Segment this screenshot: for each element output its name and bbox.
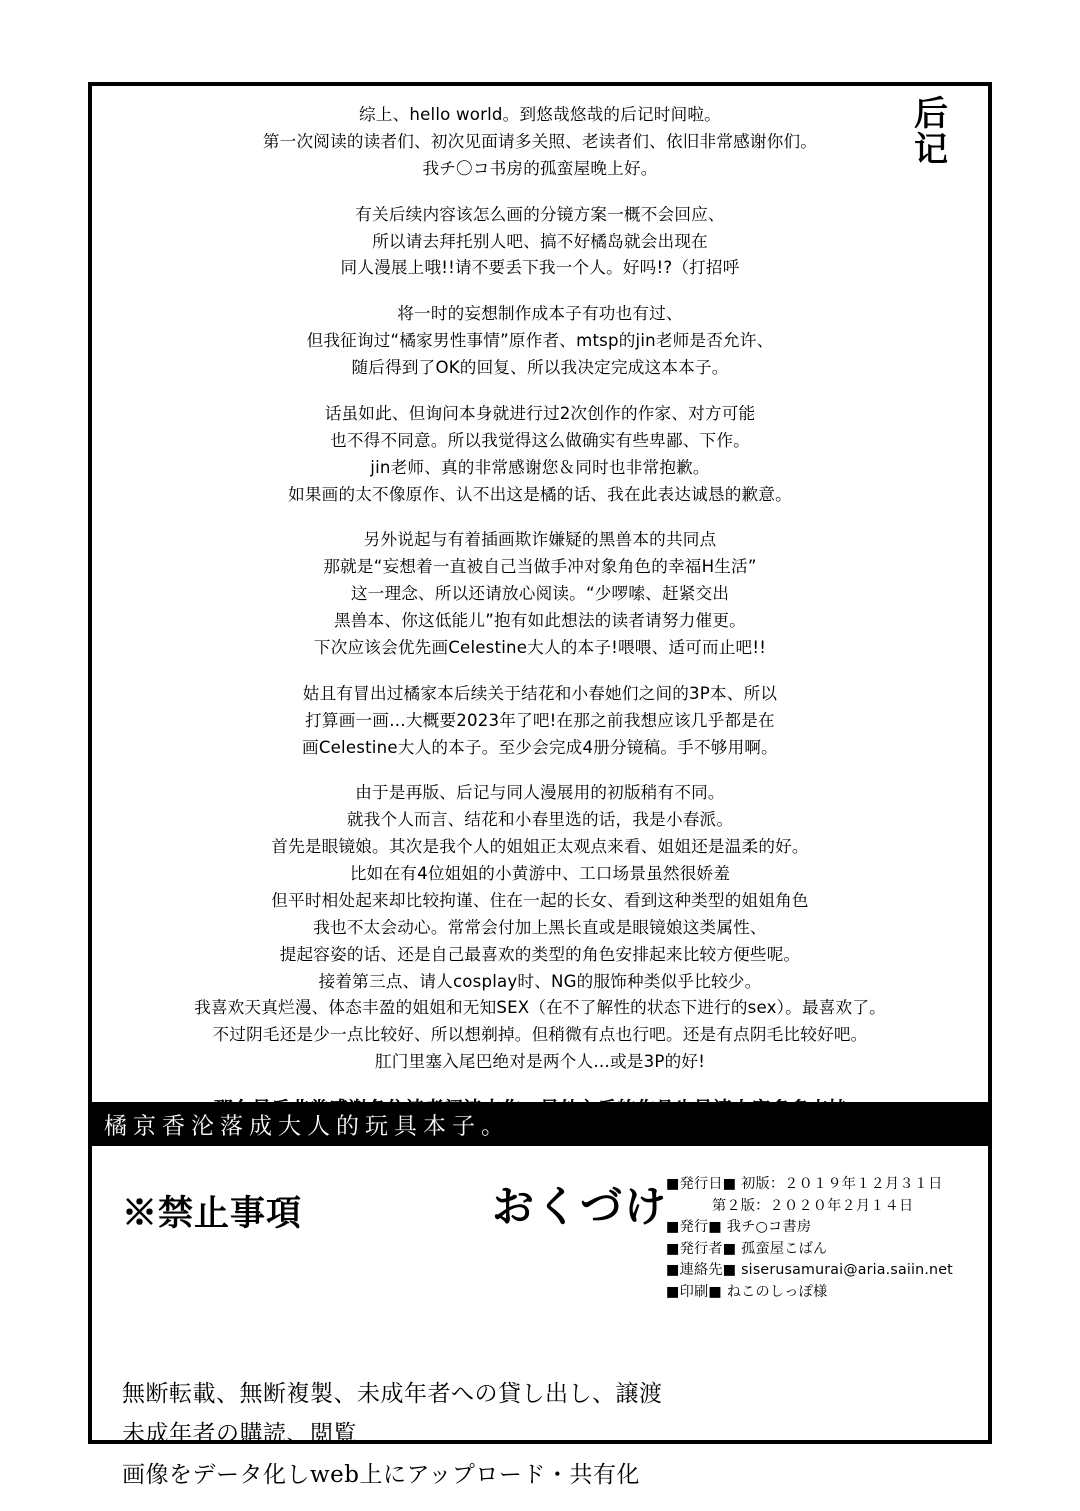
prohibited-items-list (122, 1374, 663, 1495)
afterword-line: 下次应该会优先画Celestine大人的本子!喂喂、适可而止吧!! (313, 637, 767, 657)
afterword-paragraph (118, 401, 962, 509)
afterword-line: 这一理念、所以还请放心阅读。“少啰嗦、赶紧交出 (350, 584, 730, 604)
afterword-paragraph (118, 681, 962, 762)
colophon-section (92, 1146, 988, 1488)
afterword-line: 话虽如此、但询问本身就进行过2次创作的作家、对方可能 (324, 403, 756, 423)
handwritten-title: 橘京香沦落成大人的玩具本子。 (104, 1113, 510, 1140)
afterword-mark-char-1: 后 (914, 94, 948, 134)
afterword-paragraph (118, 780, 962, 1076)
prohibited-item: 画像をデータ化しweb上にアップロード・共有化 (122, 1461, 640, 1488)
afterword-line: 不过阴毛还是少一点比较好、所以想剃掉。但稍微有点也行吧。还是有点阴毛比较好吧。 (212, 1025, 868, 1045)
prohibited-item: 無断転載、無断複製、未成年者への貸し出し、譲渡 (122, 1381, 663, 1407)
afterword-paragraph (118, 527, 962, 661)
afterword-line: 姑且有冒出过橘家本后续关于结花和小春她们之间的3P本、所以 (302, 683, 778, 703)
afterword-line: 所以请去拜托别人吧、搞不好橘岛就会出现在 (372, 231, 708, 251)
afterword-line: 综上、hello world。到悠哉悠哉的后记时间啦。 (359, 105, 721, 124)
afterword-line: 画Celestine大人的本子。至少会完成4册分镜稿。手不够用啊。 (302, 737, 778, 757)
afterword-line: 打算画一画…大概要2023年了吧!在那之前我想应该几乎都是在 (305, 710, 775, 730)
afterword-line: 黑兽本、你这低能儿”抱有如此想法的读者请努力催更。 (334, 611, 746, 630)
colophon-header (114, 1160, 966, 1310)
afterword-line: 我チ〇コ书房的孤蛮屋晚上好。 (422, 158, 658, 178)
afterword-line: 有关后续内容该怎么画的分镜方案一概不会回应、 (355, 204, 725, 224)
afterword-line: 如果画的太不像原作、认不出这是橘的话、我在此表达诚恳的歉意。 (288, 484, 792, 504)
afterword-line: jin老师、真的非常感谢您＆同时也非常抱歉。 (370, 457, 710, 477)
prohibited-item: 未成年者の購読、閲覧 (122, 1421, 357, 1448)
imprint-block (666, 1174, 976, 1303)
imprint-row: 第２版：２０２０年２月１４日 (712, 1197, 914, 1214)
afterword-paragraph (118, 102, 962, 183)
prohibited-items-title: ※禁止事項 (122, 1193, 303, 1234)
afterword-line: 肛门里塞入尾巴绝对是两个人…或是3P的好! (374, 1052, 706, 1072)
afterword-paragraph (118, 202, 962, 283)
afterword-line: 也不得不同意。所以我觉得这么做确实有些卑鄙、下作。 (330, 430, 750, 450)
afterword-body (92, 102, 988, 1124)
afterword-line: 提起容姿的话、还是自己最喜欢的类型的角色安排起来比较方便些呢。 (279, 944, 801, 964)
afterword-line: 同人漫展上哦!!请不要丢下我一个人。好吗!?（打招呼 (340, 258, 740, 278)
imprint-row: ■発行者■ 孤蛮屋こばん (666, 1240, 828, 1257)
afterword-line: 接着第三点、请人cosplay时、NG的服饰种类似乎比较少。 (318, 971, 762, 991)
afterword-line: 随后得到了OK的回复、所以我决定完成这本本子。 (351, 358, 729, 377)
okuzuke-title: おくづけ (492, 1182, 669, 1231)
title-black-bar (92, 1102, 988, 1146)
imprint-row: ■印刷■ ねこのしっぽ様 (666, 1283, 828, 1300)
afterword-frame (88, 82, 992, 1488)
afterword-line: 将一时的妄想制作成本子有功也有过、 (397, 304, 683, 324)
afterword-line: 第一次阅读的读者们、初次见面请多关照、老读者们、依旧非常感谢你们。 (262, 131, 818, 151)
afterword-line: 那就是“妄想着一直被自己当做手冲对象角色的幸福H生活” (323, 557, 757, 577)
afterword-line: 就我个人而言、结花和小春里选的话，我是小春派。 (346, 810, 734, 830)
imprint-row: ■発行■ 我チ○コ書房 (666, 1219, 812, 1236)
afterword-line: 我也不太会动心。常常会付加上黑长直或是眼镜娘这类属性、 (313, 917, 767, 937)
afterword-line: 我喜欢天真烂漫、体态丰盈的姐姐和无知SEX（在不了解性的状态下进行的sex）。最喜欢了。 (194, 998, 886, 1018)
afterword-line: 另外说起与有着插画欺诈嫌疑的黑兽本的共同点 (363, 530, 717, 550)
afterword-line: 由于是再版、后记与同人漫展用的初版稍有不同。 (355, 783, 725, 803)
afterword-line: 但我征询过“橘家男性事情”原作者、mtsp的jin老师是否允许、 (306, 331, 774, 351)
imprint-row: ■連絡先■ siserusamurai@aria.saiin.net (666, 1262, 953, 1279)
afterword-paragraph (118, 301, 962, 382)
afterword-line: 但平时相处起来却比较拘谨、住在一起的长女、看到这种类型的姐姐角色 (271, 890, 809, 910)
afterword-line: 首先是眼镜娘。其次是我个人的姐姐正太观点来看、姐姐还是温柔的好。 (271, 837, 809, 857)
afterword-line: 比如在有4位姐姐的小黄游中、工口场景虽然很娇羞 (349, 864, 731, 883)
afterword-mark-char-2: 记 (914, 130, 948, 171)
imprint-row: ■発行日■ 初版：２０１９年１２月３１日 (666, 1176, 943, 1192)
